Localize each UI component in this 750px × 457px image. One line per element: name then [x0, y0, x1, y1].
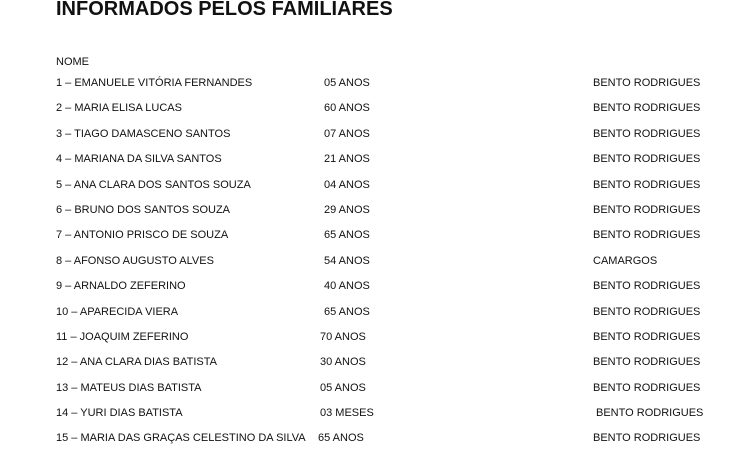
person-name: 1 – EMANUELE VITÓRIA FERNANDES — [56, 77, 253, 89]
list-item — [0, 381, 750, 406]
person-age: 03 MESES — [320, 407, 374, 420]
person-name: 15 – MARIA DAS GRAÇAS CELESTINO DA SILVA — [56, 432, 306, 445]
person-name: 14 – YURI DIAS BATISTA — [56, 407, 183, 420]
person-age: 60 ANOS — [324, 102, 370, 115]
person-location: BENTO RODRIGUES — [593, 432, 701, 445]
person-age: 65 ANOS — [324, 229, 370, 242]
person-location: CAMARGOS — [593, 254, 658, 267]
person-location: BENTO RODRIGUES — [593, 203, 701, 216]
person-location: BENTO RODRIGUES — [593, 127, 701, 140]
list-item — [0, 203, 750, 228]
list-item — [0, 101, 750, 126]
document-title: INFORMADOS PELOS FAMILIARES — [56, 0, 393, 20]
person-location: BENTO RODRIGUES — [593, 178, 701, 191]
list-item — [0, 330, 750, 355]
list-item — [0, 305, 750, 330]
list-item — [0, 279, 750, 304]
person-age: 30 ANOS — [320, 356, 366, 369]
person-location: BENTO RODRIGUES — [596, 407, 704, 420]
person-location: BENTO RODRIGUES — [593, 330, 701, 343]
person-age: 29 ANOS — [324, 203, 370, 216]
person-age: 05 ANOS — [324, 77, 370, 89]
person-age: 21 ANOS — [324, 153, 370, 166]
list-item — [0, 228, 750, 253]
person-name: 10 – APARECIDA VIERA — [56, 305, 179, 318]
person-location: BENTO RODRIGUES — [593, 280, 701, 293]
person-age: 65 ANOS — [324, 305, 370, 318]
person-name: 7 – ANTONIO PRISCO DE SOUZA — [56, 229, 229, 242]
list-item — [0, 178, 750, 203]
victims-list — [0, 76, 750, 457]
person-location: BENTO RODRIGUES — [593, 305, 701, 318]
list-item — [0, 406, 750, 431]
column-header-name: NOME — [56, 56, 89, 68]
person-location: BENTO RODRIGUES — [593, 229, 701, 242]
person-location: BENTO RODRIGUES — [593, 77, 701, 89]
person-age: 54 ANOS — [324, 254, 370, 267]
list-item — [0, 431, 750, 456]
person-name: 12 – ANA CLARA DIAS BATISTA — [56, 356, 217, 369]
list-item — [0, 355, 750, 380]
list-item — [0, 152, 750, 177]
list-item — [0, 254, 750, 279]
person-location: BENTO RODRIGUES — [593, 153, 701, 166]
person-age: 07 ANOS — [324, 127, 370, 140]
person-name: 2 – MARIA ELISA LUCAS — [56, 102, 182, 115]
person-name: 13 – MATEUS DIAS BATISTA — [56, 381, 202, 394]
person-name: 8 – AFONSO AUGUSTO ALVES — [56, 254, 214, 267]
person-age: 04 ANOS — [324, 178, 370, 191]
person-age: 40 ANOS — [324, 280, 370, 293]
person-location: BENTO RODRIGUES — [593, 102, 701, 115]
person-location: BENTO RODRIGUES — [593, 356, 701, 369]
person-age: 70 ANOS — [320, 330, 366, 343]
person-age: 65 ANOS — [318, 432, 364, 445]
list-item — [0, 127, 750, 152]
person-name: 4 – MARIANA DA SILVA SANTOS — [56, 153, 222, 166]
person-name: 9 – ARNALDO ZEFERINO — [56, 280, 186, 293]
person-name: 6 – BRUNO DOS SANTOS SOUZA — [56, 203, 231, 216]
person-name: 11 – JOAQUIM ZEFERINO — [56, 330, 189, 343]
person-age: 05 ANOS — [320, 381, 366, 394]
person-name: 5 – ANA CLARA DOS SANTOS SOUZA — [56, 178, 251, 191]
person-location: BENTO RODRIGUES — [593, 381, 701, 394]
list-item — [0, 76, 750, 101]
person-name: 3 – TIAGO DAMASCENO SANTOS — [56, 127, 231, 140]
